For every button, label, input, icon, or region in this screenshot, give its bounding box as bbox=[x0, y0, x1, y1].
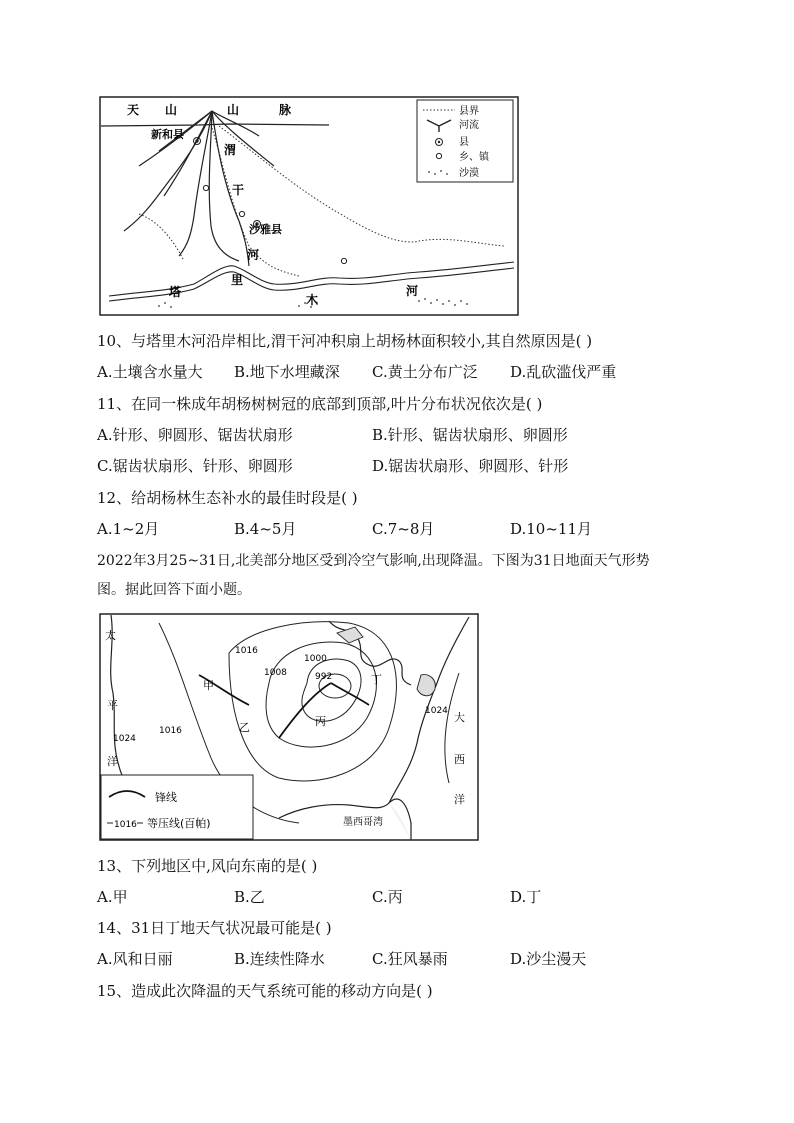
isobar-1008: 1008 bbox=[264, 668, 287, 678]
q10-option-c[interactable]: C.黄土分布广泛 bbox=[372, 363, 478, 381]
label-wei: 渭 bbox=[224, 143, 237, 157]
label-tianshan-1: 天 bbox=[127, 103, 140, 117]
question-10: 10、与塔里木河沿岸相比,渭干河冲积扇上胡杨林面积较小,其自然原因是( ) bbox=[97, 332, 593, 350]
label-jia: 甲 bbox=[203, 679, 214, 692]
isobar-1016-west: 1016 bbox=[159, 726, 182, 736]
q11-option-a[interactable]: A.针形、卵圆形、锯齿状扇形 bbox=[97, 426, 293, 444]
question-14: 14、31日丁地天气状况最可能是( ) bbox=[97, 919, 332, 937]
label-yang-2: 洋 bbox=[454, 793, 465, 806]
legend-desert: 沙漠 bbox=[459, 168, 479, 179]
passage-line-2: 图。据此回答下面小题。 bbox=[97, 582, 251, 598]
label-ta: 塔 bbox=[169, 285, 182, 299]
label-tianshan-3: 山 bbox=[227, 103, 240, 117]
q13-option-d[interactable]: D.丁 bbox=[510, 888, 542, 906]
q11-option-c[interactable]: C.锯齿状扇形、针形、卵圆形 bbox=[97, 457, 293, 475]
legend-isobar-sample: 1016 bbox=[114, 820, 137, 830]
isobar-992: 992 bbox=[315, 672, 333, 682]
label-tianshan-4: 脉 bbox=[279, 103, 292, 117]
label-ding: 丁 bbox=[371, 673, 382, 686]
legend-isobar: 等压线(百帕) bbox=[147, 817, 211, 830]
label-bing: 丙 bbox=[315, 715, 326, 728]
label-yi: 乙 bbox=[239, 721, 250, 734]
north-america-weather-map bbox=[99, 613, 479, 841]
label-li: 里 bbox=[231, 273, 244, 287]
label-ping: 平 bbox=[107, 699, 118, 712]
legend-front: 锋线 bbox=[155, 791, 177, 804]
q14-option-b[interactable]: B.连续性降水 bbox=[234, 950, 325, 968]
isobar-1024-east: 1024 bbox=[425, 706, 448, 716]
q13-option-a[interactable]: A.甲 bbox=[97, 888, 128, 906]
legend-town: 乡、镇 bbox=[459, 152, 489, 163]
label-shaya-county: 沙雅县 bbox=[249, 223, 282, 236]
q10-option-b[interactable]: B.地下水埋藏深 bbox=[234, 363, 340, 381]
q12-option-d[interactable]: D.10~11月 bbox=[510, 520, 593, 538]
legend-river: 河流 bbox=[459, 120, 479, 131]
question-15: 15、造成此次降温的天气系统可能的移动方向是( ) bbox=[97, 982, 433, 1000]
q12-option-c[interactable]: C.7~8月 bbox=[372, 520, 435, 538]
legend-county-border: 县界 bbox=[459, 106, 479, 117]
label-yang: 洋 bbox=[107, 755, 118, 768]
label-gan: 干 bbox=[232, 183, 245, 197]
q10-option-d[interactable]: D.乱砍滥伐严重 bbox=[510, 363, 617, 381]
q12-option-a[interactable]: A.1~2月 bbox=[97, 520, 160, 538]
isobar-1000: 1000 bbox=[304, 654, 327, 664]
question-12: 12、给胡杨林生态补水的最佳时段是( ) bbox=[97, 489, 358, 507]
q14-option-d[interactable]: D.沙尘漫天 bbox=[510, 950, 587, 968]
q13-option-c[interactable]: C.丙 bbox=[372, 888, 403, 906]
isobar-1024-west: 1024 bbox=[113, 734, 136, 744]
q11-option-b[interactable]: B.针形、锯齿状扇形、卵圆形 bbox=[372, 426, 568, 444]
label-da: 大 bbox=[454, 711, 465, 724]
q11-option-d[interactable]: D.锯齿状扇形、卵圆形、针形 bbox=[372, 457, 569, 475]
tarim-river-map bbox=[99, 96, 519, 316]
q13-option-b[interactable]: B.乙 bbox=[234, 888, 265, 906]
label-tai: 太 bbox=[105, 629, 116, 642]
passage-line-1: 2022年3月25~31日,北美部分地区受到冷空气影响,出现降温。下图为31日地面天气形势 bbox=[97, 553, 650, 569]
label-gulf-of-mexico: 墨西哥湾 bbox=[343, 817, 383, 828]
label-he-2: 河 bbox=[406, 284, 419, 298]
label-xi: 西 bbox=[454, 753, 465, 766]
label-mu: 木 bbox=[306, 293, 319, 307]
isobar-1016: 1016 bbox=[235, 646, 258, 656]
question-13: 13、下列地区中,风向东南的是( ) bbox=[97, 857, 318, 875]
q12-option-b[interactable]: B.4~5月 bbox=[234, 520, 297, 538]
label-xinhe-county: 新和县 bbox=[151, 128, 184, 141]
label-tianshan-2: 山 bbox=[165, 103, 178, 117]
legend-county: 县 bbox=[459, 137, 469, 148]
q10-option-a[interactable]: A.土壤含水量大 bbox=[97, 363, 203, 381]
question-11: 11、在同一株成年胡杨树树冠的底部到顶部,叶片分布状况依次是( ) bbox=[97, 395, 543, 413]
label-he: 河 bbox=[247, 248, 260, 262]
q14-option-c[interactable]: C.狂风暴雨 bbox=[372, 950, 448, 968]
q14-option-a[interactable]: A.风和日丽 bbox=[97, 950, 173, 968]
